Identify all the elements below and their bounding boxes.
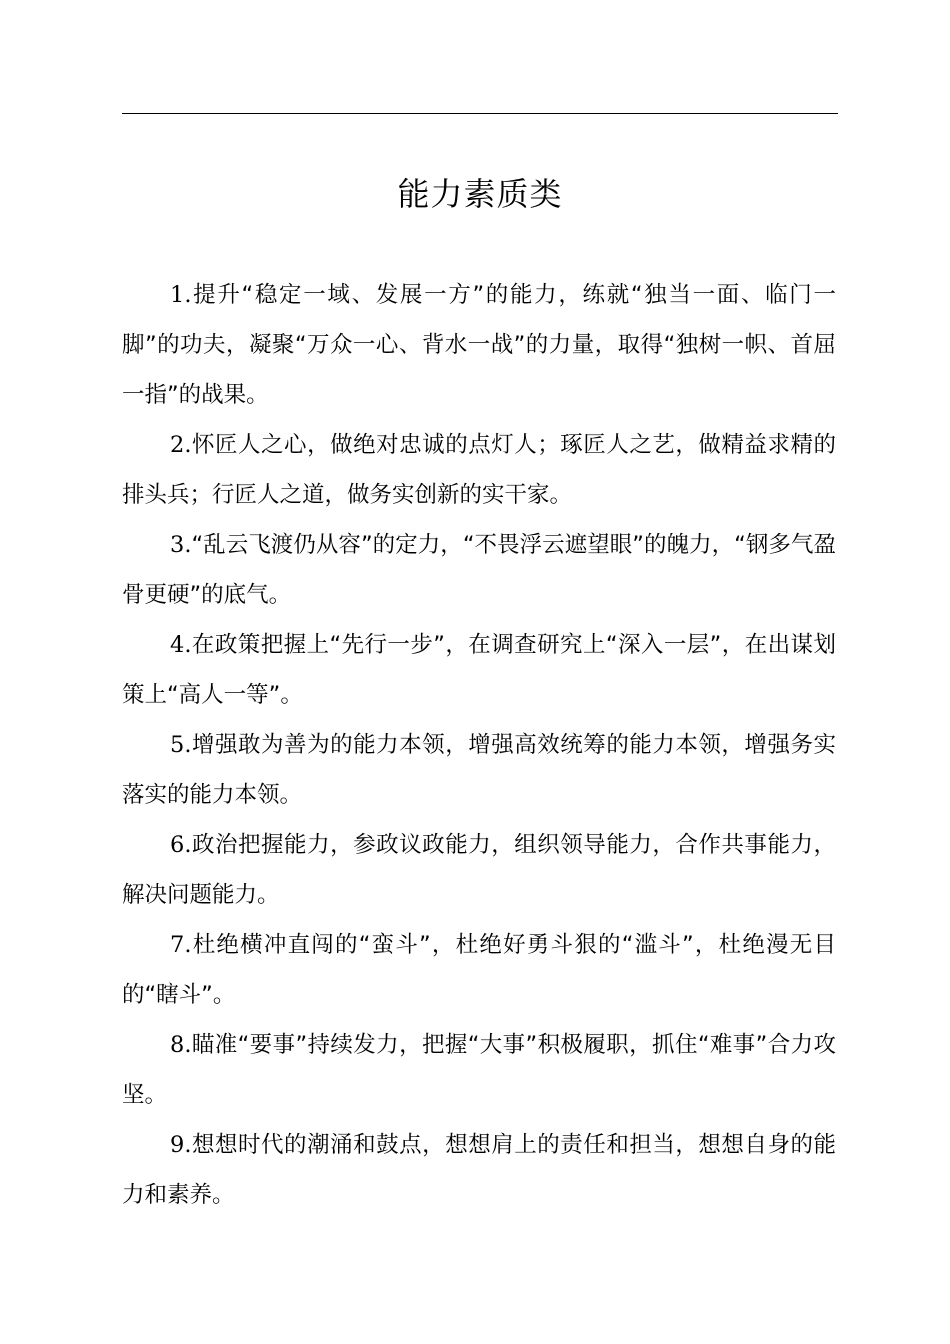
- list-item: [122, 1020, 836, 1120]
- item-number: 9.: [170, 1132, 192, 1158]
- header-rule: [122, 113, 838, 114]
- item-number: 6.: [170, 832, 192, 858]
- item-number: 4.: [170, 632, 192, 658]
- item-text: 怀匠人之心，做绝对忠诚的点灯人；琢匠人之艺，做精益求精的排头兵；行匠人之道，做务实创新的实干家。: [122, 432, 836, 508]
- item-number: 1.: [170, 282, 192, 308]
- item-number: 2.: [170, 432, 192, 458]
- item-list: [122, 270, 836, 1220]
- list-item: [122, 420, 836, 520]
- document-title: 能力素质类: [397, 175, 563, 213]
- list-item: [122, 920, 836, 1020]
- item-text: 瞄准“要事”持续发力，把握“大事”积极履职，抓住“难事”合力攻坚。: [122, 1032, 836, 1108]
- item-number: 3.: [170, 532, 192, 558]
- item-text: 增强敢为善为的能力本领，增强高效统筹的能力本领，增强务实落实的能力本领。: [122, 732, 836, 808]
- item-number: 7.: [170, 932, 192, 958]
- item-text: 在政策把握上“先行一步”，在调查研究上“深入一层”，在出谋划策上“高人一等”。: [122, 632, 836, 708]
- item-text: 杜绝横冲直闯的“蛮斗”，杜绝好勇斗狠的“滥斗”，杜绝漫无目的“瞎斗”。: [122, 932, 836, 1008]
- item-text: 提升“稳定一域、发展一方”的能力，练就“独当一面、临门一脚”的功夫，凝聚“万众一心、背水一战”的力量，取得“独树一帜、首屈一指”的战果。: [122, 282, 836, 408]
- list-item: [122, 820, 836, 920]
- item-number: 8.: [170, 1032, 192, 1058]
- item-text: “乱云飞渡仍从容”的定力，“不畏浮云遮望眼”的魄力，“钢多气盈骨更硬”的底气。: [122, 532, 836, 608]
- list-item: [122, 720, 836, 820]
- item-number: 5.: [170, 732, 192, 758]
- list-item: [122, 620, 836, 720]
- list-item: [122, 520, 836, 620]
- list-item: [122, 1120, 836, 1220]
- item-text: 想想时代的潮涌和鼓点，想想肩上的责任和担当，想想自身的能力和素养。: [122, 1132, 836, 1208]
- item-text: 政治把握能力，参政议政能力，组织领导能力，合作共事能力，解决问题能力。: [122, 832, 836, 908]
- list-item: [122, 270, 836, 420]
